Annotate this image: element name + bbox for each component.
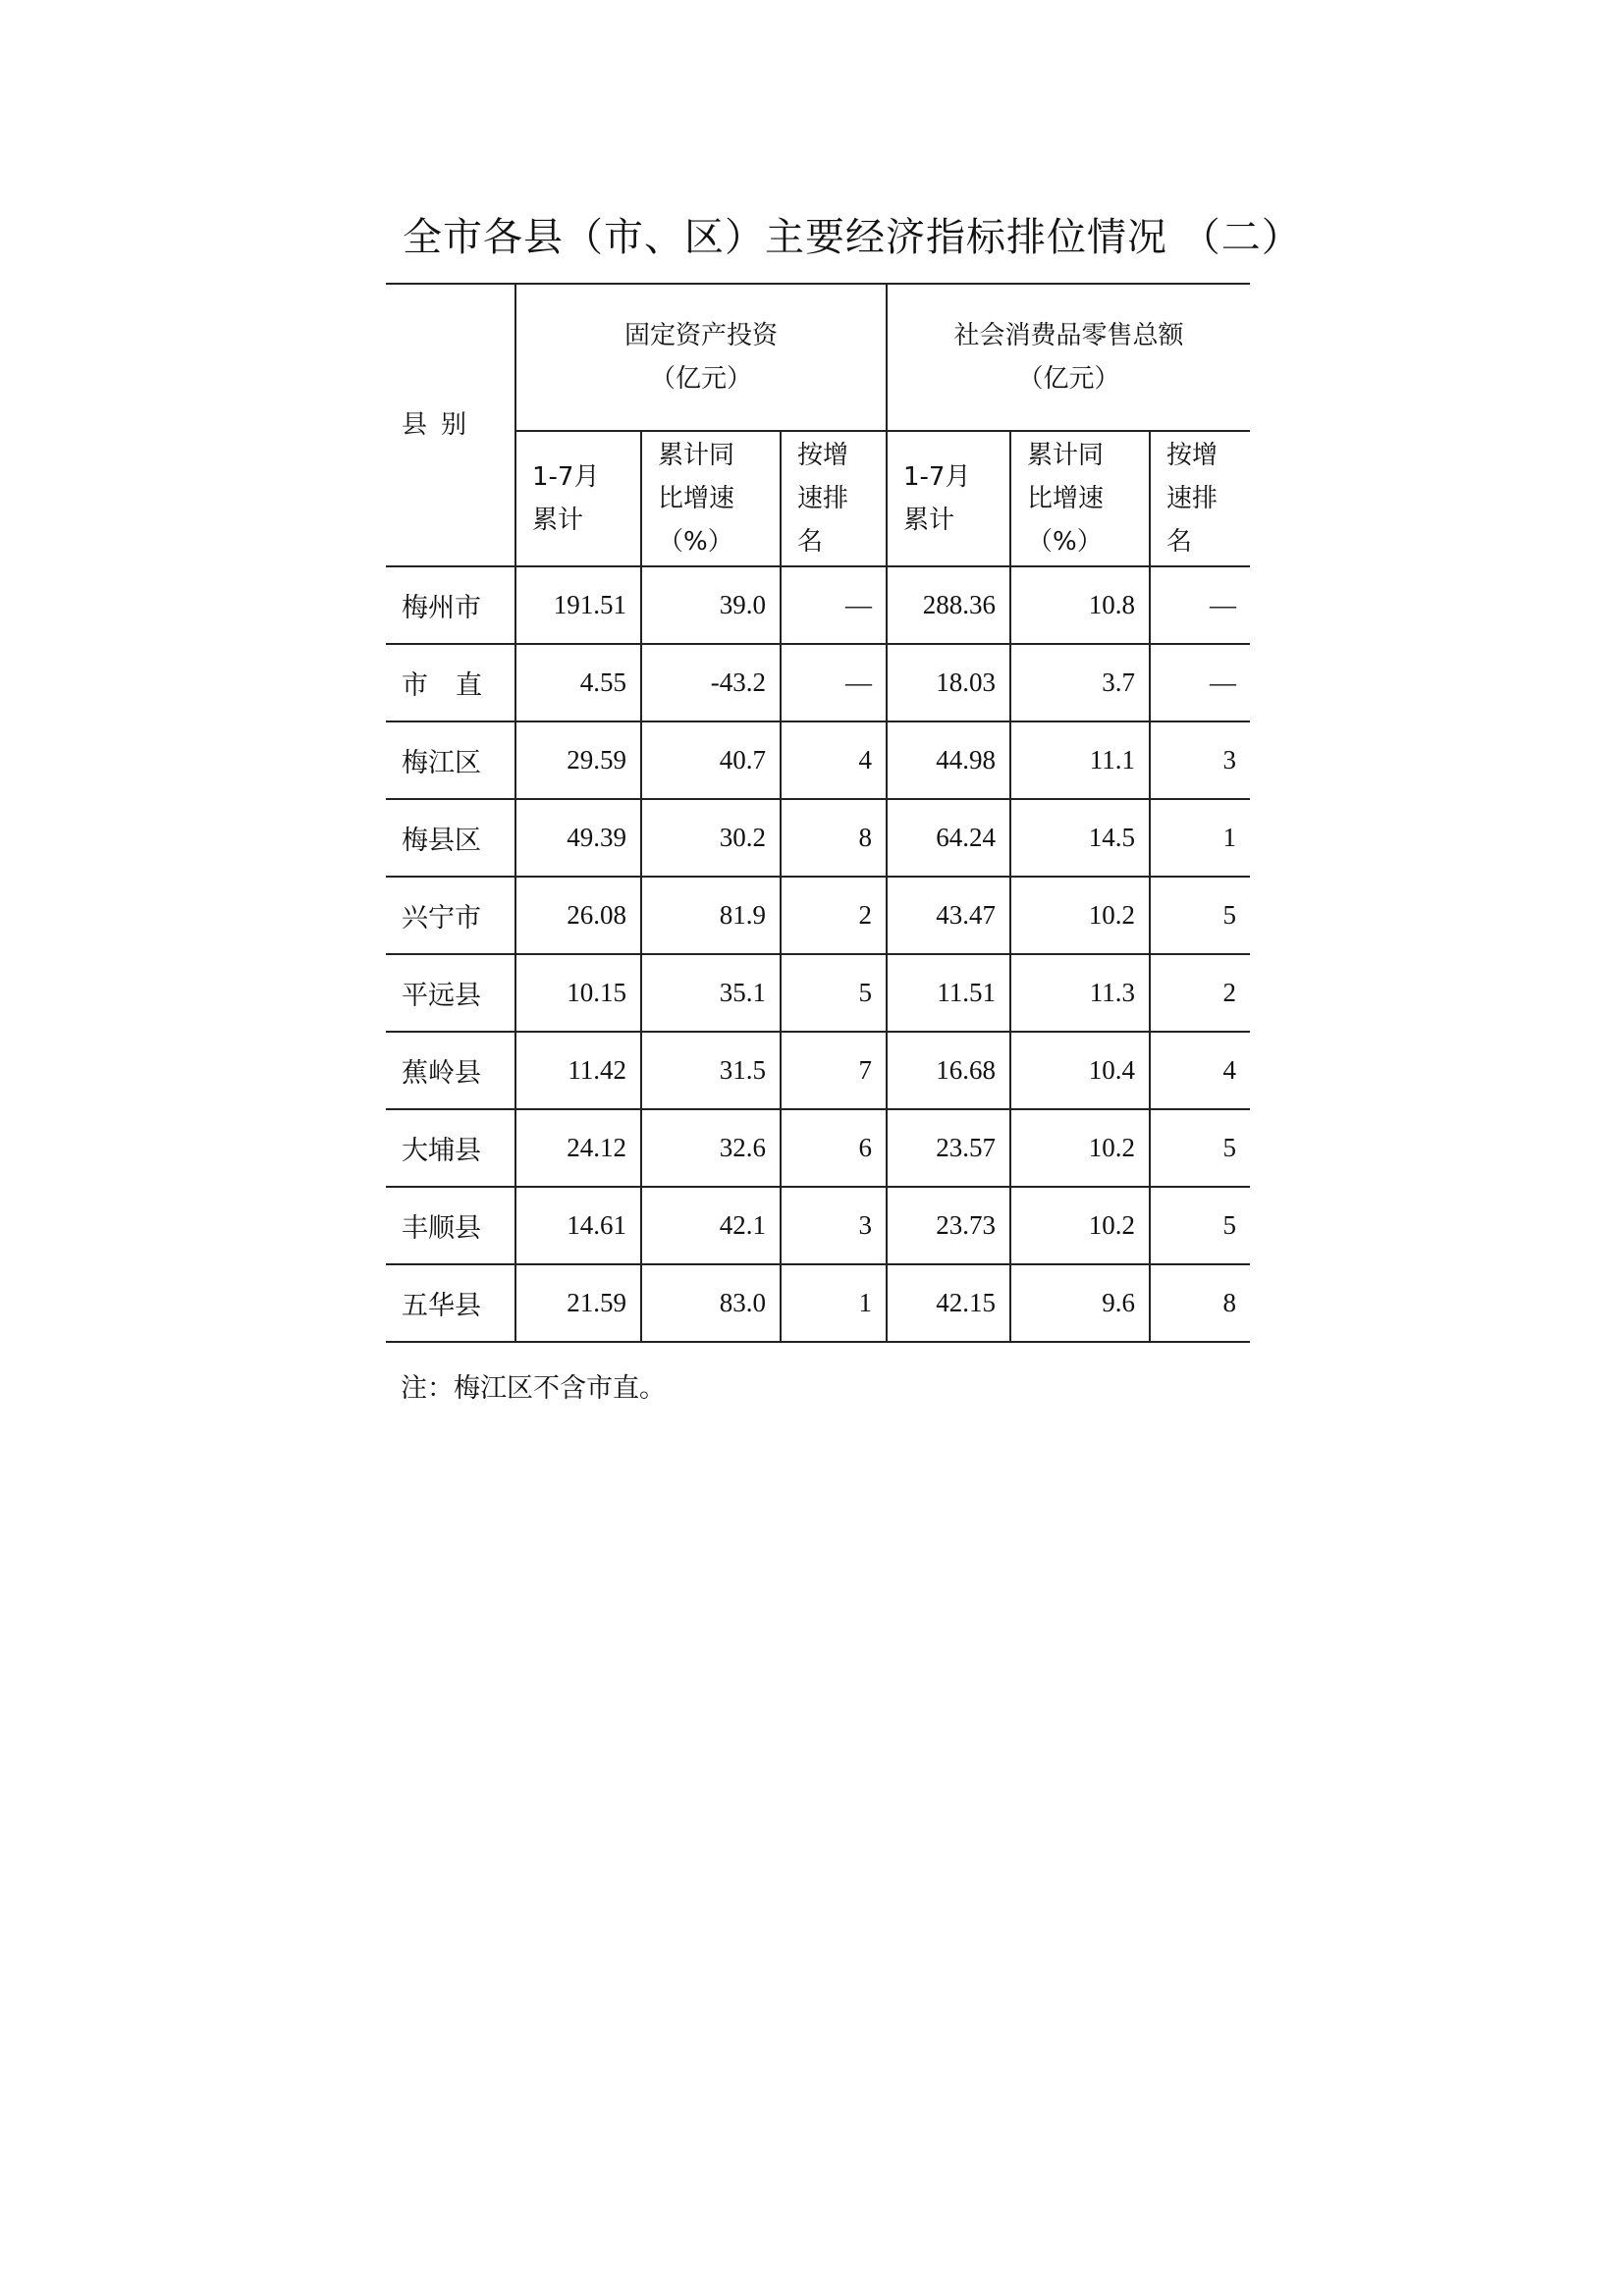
county-name: 梅县区 [386,799,515,877]
header-line: 按增 [797,441,849,470]
county-name: 兴宁市 [386,877,515,954]
retail-rank-cell: 5 [1150,877,1250,954]
fai-total-cell: 14.61 [515,1187,641,1264]
county-column-header: 县别 [386,284,515,566]
table-row [386,566,1250,644]
fai-total-cell: 4.55 [515,644,641,721]
header-line: 比增速 [658,484,735,513]
group-header-row [386,284,1250,431]
fai-rank-cell: 1 [781,1264,887,1342]
fai-total-cell: 21.59 [515,1264,641,1342]
retail-growth-cell: 3.7 [1010,644,1150,721]
table-row [386,644,1250,721]
retail-rank-cell: — [1150,566,1250,644]
retail-rank-cell: 5 [1150,1187,1250,1264]
retail-rank-cell: 5 [1150,1109,1250,1187]
retail-rank-cell: 8 [1150,1264,1250,1342]
retail-growth-cell: 10.2 [1010,877,1150,954]
group-name: 社会消费品零售总额 [953,321,1184,350]
fai-rank-cell: 8 [781,799,887,877]
retail-growth-cell: 10.2 [1010,1187,1150,1264]
fai-total-cell: 11.42 [515,1032,641,1109]
retail-total-cell: 42.15 [887,1264,1010,1342]
fai-rank-cell: 7 [781,1032,887,1109]
fai-growth-cell: 39.0 [641,566,781,644]
header-line: 累计 [532,506,584,535]
header-line: 速排 [1166,484,1218,513]
fai-growth-cell: 35.1 [641,954,781,1032]
header-line: （%） [658,527,733,557]
header-line: 累计同 [1027,441,1105,470]
county-name: 梅州市 [386,566,515,644]
retail-total-cell: 64.24 [887,799,1010,877]
group-header-fixed-asset-investment [515,284,887,431]
fai-rank-cell: 3 [781,1187,887,1264]
fai-growth-cell: 30.2 [641,799,781,877]
county-name: 梅江区 [386,721,515,799]
county-name: 市直 [386,644,515,721]
fai-rank-header [781,431,887,566]
fai-rank-cell: 6 [781,1109,887,1187]
header-line: 1-7月 [532,462,600,492]
group-unit: （亿元） [649,364,752,394]
county-name: 丰顺县 [386,1187,515,1264]
fai-cumulative-header [515,431,641,566]
retail-growth-cell: 10.2 [1010,1109,1150,1187]
retail-rank-header [1150,431,1250,566]
fai-growth-header [641,431,781,566]
county-name: 五华县 [386,1264,515,1342]
fai-growth-cell: 40.7 [641,721,781,799]
retail-rank-cell: — [1150,644,1250,721]
table-row [386,877,1250,954]
table-row [386,1032,1250,1109]
header-line: 累计同 [658,441,735,470]
retail-growth-cell: 14.5 [1010,799,1150,877]
retail-cumulative-header [887,431,1010,566]
retail-rank-cell: 2 [1150,954,1250,1032]
retail-total-cell: 43.47 [887,877,1010,954]
retail-growth-cell: 10.8 [1010,566,1150,644]
retail-growth-cell: 9.6 [1010,1264,1150,1342]
group-header-retail-sales [887,284,1250,431]
table-footnote: 注：梅江区不含市直。 [401,1373,666,1404]
header-line: 累计 [903,506,955,535]
fai-total-cell: 29.59 [515,721,641,799]
retail-growth-header [1010,431,1150,566]
fai-rank-cell: — [781,566,887,644]
fai-growth-cell: 31.5 [641,1032,781,1109]
fai-total-cell: 10.15 [515,954,641,1032]
table-row [386,799,1250,877]
page-title: 全市各县（市、区）主要经济指标排位情况 （二） [403,215,1302,260]
header-line: 速排 [797,484,849,513]
fai-rank-cell: — [781,644,887,721]
retail-total-cell: 18.03 [887,644,1010,721]
retail-growth-cell: 11.1 [1010,721,1150,799]
county-name: 平远县 [386,954,515,1032]
header-line: 比增速 [1027,484,1105,513]
fai-rank-cell: 5 [781,954,887,1032]
retail-total-cell: 11.51 [887,954,1010,1032]
table-row [386,721,1250,799]
header-line: 按增 [1166,441,1218,470]
retail-growth-cell: 10.4 [1010,1032,1150,1109]
fai-growth-cell: -43.2 [641,644,781,721]
sub-header-row [386,431,1250,566]
fai-rank-cell: 2 [781,877,887,954]
county-name: 蕉岭县 [386,1032,515,1109]
fai-growth-cell: 42.1 [641,1187,781,1264]
retail-total-cell: 44.98 [887,721,1010,799]
retail-total-cell: 16.68 [887,1032,1010,1109]
fai-rank-cell: 4 [781,721,887,799]
retail-rank-cell: 4 [1150,1032,1250,1109]
fai-total-cell: 24.12 [515,1109,641,1187]
retail-growth-cell: 11.3 [1010,954,1150,1032]
retail-rank-cell: 3 [1150,721,1250,799]
fai-total-cell: 26.08 [515,877,641,954]
fai-growth-cell: 83.0 [641,1264,781,1342]
group-name: 固定资产投资 [623,321,778,350]
fai-growth-cell: 81.9 [641,877,781,954]
table-row [386,954,1250,1032]
header-line: 名 [1166,527,1193,557]
header-line: （%） [1027,527,1103,557]
table-row [386,1187,1250,1264]
indicator-table [386,283,1250,1343]
header-line: 1-7月 [903,462,971,492]
retail-total-cell: 23.73 [887,1187,1010,1264]
header-line: 名 [797,527,824,557]
county-name: 大埔县 [386,1109,515,1187]
table-row [386,1109,1250,1187]
retail-total-cell: 23.57 [887,1109,1010,1187]
fai-growth-cell: 32.6 [641,1109,781,1187]
table-row [386,1264,1250,1342]
fai-total-cell: 191.51 [515,566,641,644]
group-unit: （亿元） [1017,364,1120,394]
retail-rank-cell: 1 [1150,799,1250,877]
fai-total-cell: 49.39 [515,799,641,877]
retail-total-cell: 288.36 [887,566,1010,644]
